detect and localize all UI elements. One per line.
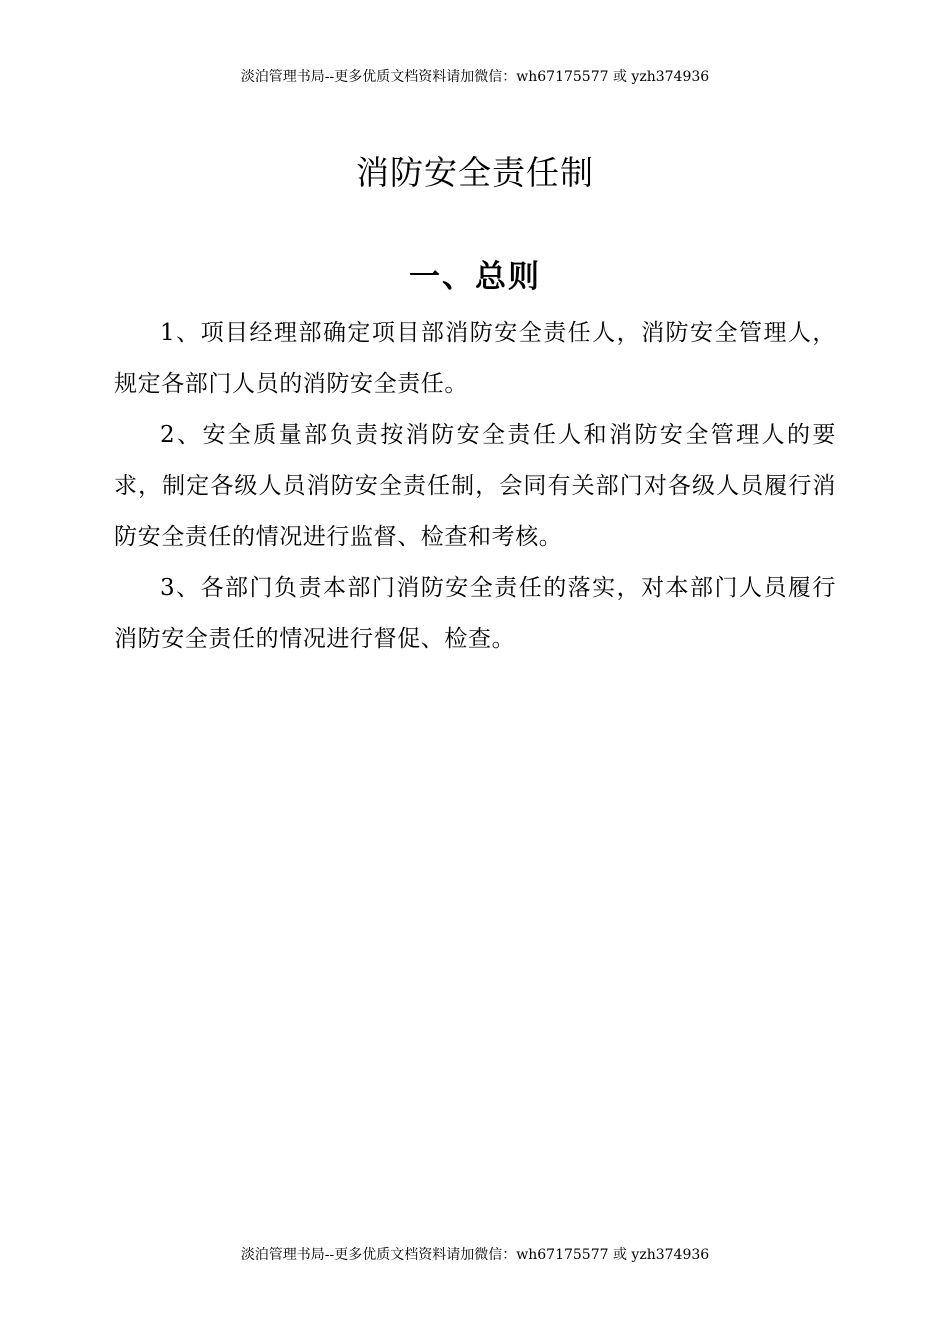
page-footer: 淡泊管理书局--更多优质文档资料请加微信：wh67175577 或 yzh374936 bbox=[240, 1247, 710, 1263]
document-title: 消防安全责任制 bbox=[356, 153, 594, 193]
document-body bbox=[114, 308, 836, 665]
paragraph-1: 1、项目经理部确定项目部消防安全责任人，消防安全管理人，规定各部门人员的消防安全责任。 bbox=[114, 320, 836, 397]
section-heading: 一、总则 bbox=[409, 258, 541, 295]
paragraph-3: 3、各部门负责本部门消防安全责任的落实，对本部门人员履行消防安全责任的情况进行督促、检查。 bbox=[114, 575, 836, 652]
page-header: 淡泊管理书局--更多优质文档资料请加微信：wh67175577 或 yzh374936 bbox=[240, 69, 710, 85]
paragraph-2: 2、安全质量部负责按消防安全责任人和消防安全管理人的要求，制定各级人员消防安全责任制，会同有关部门对各级人员履行消防安全责任的情况进行监督、检查和考核。 bbox=[114, 422, 836, 550]
